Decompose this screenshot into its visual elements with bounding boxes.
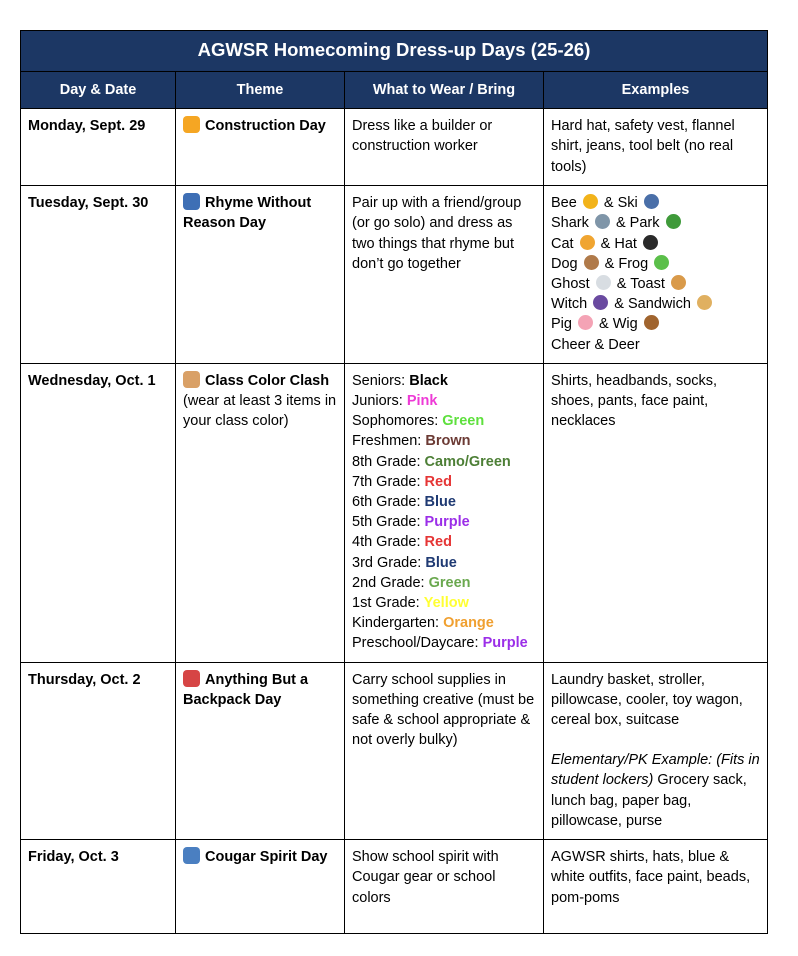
class-color-name: Orange — [443, 615, 494, 632]
theme-label: Construction Day — [205, 118, 326, 135]
examples-italic-note: Elementary/PK Example: (Fits in student lockers) — [551, 752, 760, 789]
list-item — [352, 431, 536, 451]
class-color-name: Black — [409, 372, 448, 389]
ampersand: & — [600, 255, 619, 272]
wear-cell: Carry school supplies in something creative (must be safe & school appropriate & not overly bulky) — [345, 662, 544, 839]
title-row — [21, 31, 768, 72]
tree-icon — [666, 214, 681, 229]
wear-cell: Show school spirit with Cougar gear or school colors — [345, 840, 544, 934]
class-color-name: Blue — [424, 494, 456, 511]
examples-text: Laundry basket, stroller, pillowcase, cooler, toy wagon, cereal box, suitcase — [551, 671, 743, 729]
pig-icon — [578, 315, 593, 330]
theater-masks-icon — [183, 193, 200, 210]
table-row — [21, 662, 768, 839]
class-color-name: Green — [428, 574, 471, 591]
theme-cell — [176, 840, 345, 934]
construction-worker-vest-icon — [183, 116, 200, 133]
list-item — [352, 633, 536, 653]
theme-cell — [176, 662, 345, 839]
examples-cell: AGWSR shirts, hats, blue & white outfits, face paint, beads, pom-poms — [544, 840, 768, 934]
dress-up-days-table — [20, 30, 768, 934]
pair-word-a: Shark — [551, 215, 589, 232]
pair-word-a: Pig — [551, 316, 572, 333]
list-item — [352, 573, 536, 593]
class-color-name: Red — [424, 534, 452, 551]
table-row — [21, 186, 768, 364]
class-color-name: Purple — [482, 635, 528, 652]
header-what-to-wear: What to Wear / Bring — [345, 72, 544, 109]
class-color-name: Purple — [424, 514, 470, 531]
header-row — [21, 72, 768, 109]
list-item — [352, 512, 536, 532]
class-label: 6th Grade: — [352, 494, 425, 511]
class-label: Sophomores: — [352, 413, 443, 430]
day-date-cell: Friday, Oct. 3 — [21, 840, 176, 934]
pair-word-a: Ghost — [551, 276, 590, 293]
frog-icon — [654, 255, 669, 270]
pair-word-b: Toast — [630, 276, 665, 293]
theme-label: Anything But a Backpack Day — [183, 671, 309, 708]
list-item — [352, 553, 536, 573]
list-item — [352, 472, 536, 492]
examples-cell — [544, 662, 768, 839]
class-label: 8th Grade: — [352, 453, 425, 470]
examples-cell — [544, 186, 768, 364]
list-item — [352, 391, 536, 411]
class-label: 3rd Grade: — [352, 554, 426, 571]
artist-palette-icon — [183, 371, 200, 388]
list-item — [551, 254, 760, 274]
wear-cell: Dress like a builder or construction worker — [345, 109, 544, 186]
theme-note: (wear at least 3 items in your class color) — [183, 393, 337, 430]
table-row — [21, 109, 768, 186]
table-row — [21, 840, 768, 934]
ampersand: & — [610, 296, 629, 313]
pair-word-a: Bee — [551, 195, 577, 212]
list-item — [352, 452, 536, 472]
wear-cell: Pair up with a friend/group (or go solo) and dress as two things that rhyme but don’t go together — [345, 186, 544, 364]
rhyme-pairs-list — [551, 193, 760, 334]
pair-word-b: Frog — [618, 255, 649, 272]
class-label: Seniors: — [352, 372, 410, 389]
table-title: AGWSR Homecoming Dress-up Days (25-26) — [21, 31, 768, 72]
pair-word-a: Cat — [551, 235, 574, 252]
theme-label: Cougar Spirit Day — [205, 849, 328, 866]
bread-icon — [671, 275, 686, 290]
paw-prints-icon — [183, 847, 200, 864]
pair-word-b: Sandwich — [628, 296, 691, 313]
class-color-name: Blue — [425, 554, 457, 571]
examples-extra: Grocery sack, lunch bag, paper bag, pillowcase, purse — [551, 772, 747, 829]
ampersand: & — [611, 215, 630, 232]
class-colors-list — [352, 371, 536, 654]
ampersand: & — [596, 235, 615, 252]
header-examples: Examples — [544, 72, 768, 109]
class-color-name: Yellow — [423, 595, 469, 612]
header-day-date: Day & Date — [21, 72, 176, 109]
class-label: Preschool/Daycare: — [352, 635, 483, 652]
dog-icon — [584, 255, 599, 270]
class-label: 5th Grade: — [352, 514, 425, 531]
list-item — [352, 613, 536, 633]
list-item — [551, 314, 760, 334]
list-item — [352, 532, 536, 552]
pair-word-b: Park — [629, 215, 660, 232]
shark-icon — [595, 214, 610, 229]
ampersand: & — [595, 316, 613, 333]
ski-boot-icon — [644, 194, 659, 209]
theme-cell — [176, 363, 345, 662]
table-row — [21, 363, 768, 662]
sandwich-icon — [697, 295, 712, 310]
class-label: 2nd Grade: — [352, 574, 429, 591]
list-item — [551, 294, 760, 314]
class-label: 1st Grade: — [352, 595, 424, 612]
day-date-cell: Monday, Sept. 29 — [21, 109, 176, 186]
top-hat-icon — [643, 235, 658, 250]
ampersand: & — [599, 195, 618, 212]
class-color-name: Green — [442, 413, 485, 430]
ampersand: & — [612, 276, 631, 293]
class-color-name: Pink — [406, 393, 438, 410]
list-item — [352, 411, 536, 431]
day-date-cell: Wednesday, Oct. 1 — [21, 363, 176, 662]
class-color-name: Camo/Green — [424, 453, 511, 470]
pair-word-a: Dog — [551, 255, 578, 272]
list-item — [551, 193, 760, 213]
day-date-cell: Tuesday, Sept. 30 — [21, 186, 176, 364]
theme-cell — [176, 186, 345, 364]
pair-word-b: Ski — [617, 195, 638, 212]
list-item — [551, 213, 760, 233]
list-item — [352, 492, 536, 512]
backpack-icon — [183, 670, 200, 687]
list-item — [551, 234, 760, 254]
class-color-name: Brown — [425, 433, 471, 450]
class-label: Juniors: — [352, 393, 407, 410]
class-color-name: Red — [424, 473, 452, 490]
cowboy-icon — [644, 315, 659, 330]
list-item — [551, 274, 760, 294]
pair-word-b: Wig — [612, 316, 638, 333]
list-item: Cheer & Deer — [551, 336, 640, 353]
header-theme: Theme — [176, 72, 345, 109]
bee-icon — [583, 194, 598, 209]
list-item — [352, 371, 536, 391]
class-label: Freshmen: — [352, 433, 426, 450]
examples-cell: Hard hat, safety vest, flannel shirt, jeans, tool belt (no real tools) — [544, 109, 768, 186]
list-item — [352, 593, 536, 613]
day-date-cell: Thursday, Oct. 2 — [21, 662, 176, 839]
class-label: Kindergarten: — [352, 615, 444, 632]
class-label: 4th Grade: — [352, 534, 425, 551]
witch-icon — [593, 295, 608, 310]
pair-word-b: Hat — [614, 235, 637, 252]
pair-word-a: Witch — [551, 296, 588, 313]
theme-label: Class Color Clash — [205, 372, 330, 389]
ghost-icon — [596, 275, 611, 290]
theme-label: Rhyme Without Reason Day — [183, 195, 312, 232]
wear-cell — [345, 363, 544, 662]
class-label: 7th Grade: — [352, 473, 425, 490]
cat-icon — [580, 235, 595, 250]
examples-cell: Shirts, headbands, socks, shoes, pants, face paint, necklaces — [544, 363, 768, 662]
theme-cell — [176, 109, 345, 186]
